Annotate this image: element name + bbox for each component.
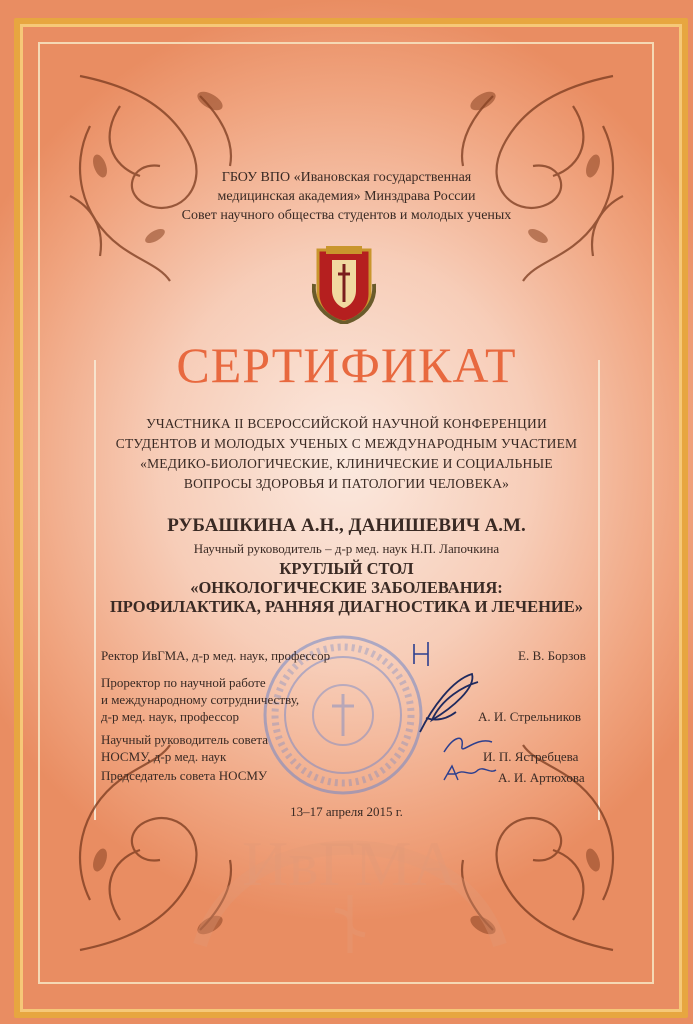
prorector-line-1: Проректор по научной работе	[101, 675, 266, 690]
chair-name: А. И. Артюхова	[498, 770, 585, 785]
academy-emblem-icon	[312, 244, 376, 324]
header-line-3: Совет научного общества студентов и молодых ученых	[181, 208, 512, 223]
rector-signature	[410, 640, 436, 668]
advisor-line-1: Научный руководитель совета	[101, 732, 268, 747]
event-date: 13–17 апреля 2015 г.	[290, 804, 403, 819]
round-table-line-2: «ОНКОЛОГИЧЕСКИЕ ЗАБОЛЕВАНИЯ:	[190, 578, 503, 597]
round-table-line-3: ПРОФИЛАКТИКА, РАННЯЯ ДИАГНОСТИКА И ЛЕЧЕНИЕ»	[109, 597, 584, 616]
participation-line-1: УЧАСТНИКА II ВСЕРОССИЙСКОЙ НАУЧНОЙ КОНФЕРЕНЦИИ	[146, 416, 547, 431]
prorector-name: А. И. Стрельников	[478, 709, 582, 724]
advisor-signature	[440, 730, 496, 760]
prorector-line-2: и международному сотрудничеству,	[101, 692, 300, 707]
rector-name: Е. В. Борзов	[518, 648, 586, 663]
prorector-line-3: д-р мед. наук, профессор	[101, 709, 240, 724]
chair-signature	[440, 760, 498, 786]
header-line-1: ГБОУ ВПО «Ивановская государственная	[221, 170, 472, 185]
supervisor-line: Научный руководитель – д-р мед. наук Н.П. Лапочкина	[193, 541, 500, 556]
rector-title: Ректор ИвГМА, д-р мед. наук, профессор	[101, 648, 331, 663]
participation-line-3: «МЕДИКО-БИОЛОГИЧЕСКИЕ, КЛИНИЧЕСКИЕ И СОЦИАЛЬНЫЕ	[140, 456, 553, 471]
prorector-signature	[412, 668, 484, 738]
advisor-name: И. П. Ястребцева	[483, 749, 579, 764]
participation-line-4: ВОПРОСЫ ЗДОРОВЬЯ И ПАТОЛОГИИ ЧЕЛОВЕКА»	[183, 476, 510, 491]
advisor-line-2: НОСМУ, д-р мед. наук	[101, 749, 227, 764]
chair-title: Председатель совета НОСМУ	[101, 768, 268, 783]
header-line-2: медицинская академия» Минздрава России	[217, 189, 476, 204]
recipient-names: РУБАШКИНА А.Н., ДАНИШЕВИЧ А.М.	[167, 515, 526, 536]
participation-line-2: СТУДЕНТОВ И МОЛОДЫХ УЧЕНЫХ С МЕЖДУНАРОДНЫМ УЧАСТИЕМ	[115, 436, 578, 451]
watermark-logo	[180, 775, 520, 955]
certificate-title: СЕРТИФИКАТ	[176, 337, 517, 393]
watermark-text: ИвГМА	[242, 828, 458, 899]
round-table-line-1: КРУГЛЫЙ СТОЛ	[279, 559, 414, 578]
